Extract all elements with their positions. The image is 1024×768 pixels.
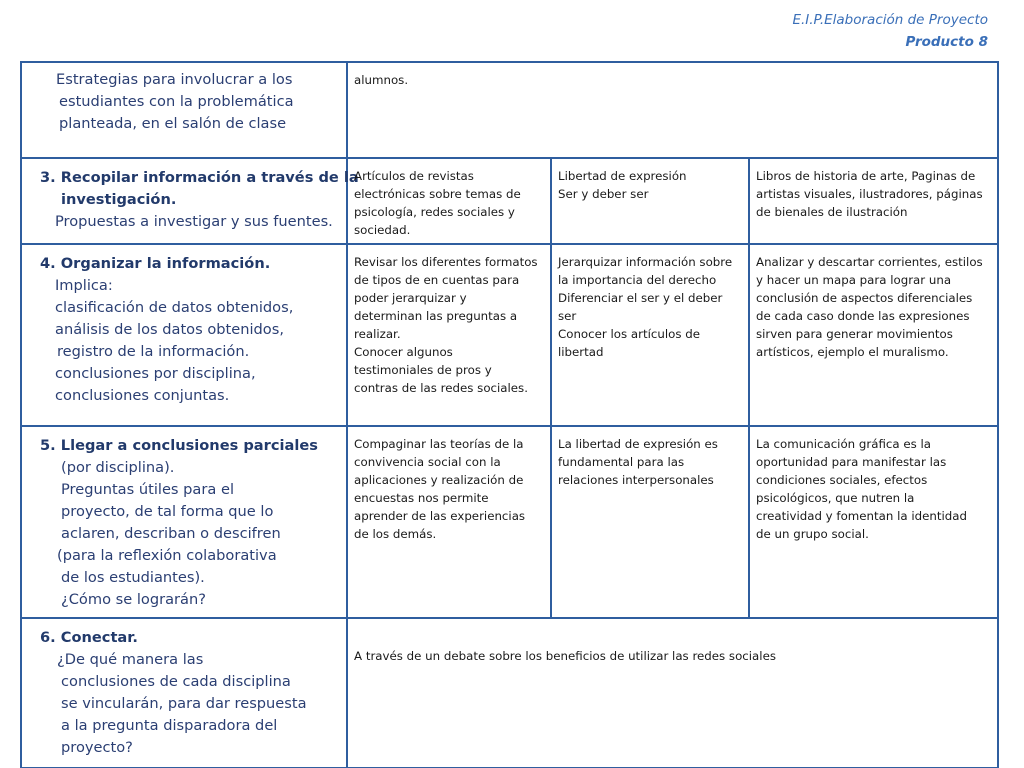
- content-line: Jerarquizar información sobre: [558, 255, 733, 269]
- step-5-text: Preguntas útiles para el: [61, 481, 234, 498]
- step-4-discipline-2: [551, 244, 749, 426]
- step-4-cell: [21, 244, 347, 426]
- content-line: de tipos de en cuentas para: [354, 273, 520, 287]
- content-line: A través de un debate sobre los beneficios de utilizar las redes sociales: [354, 649, 776, 663]
- content-line: relaciones interpersonales: [558, 473, 714, 487]
- content-line: libertad: [558, 345, 604, 359]
- content-line: de un grupo social.: [756, 527, 869, 541]
- project-plan-table: [20, 61, 999, 768]
- content-line: Revisar los diferentes formatos: [354, 255, 538, 269]
- step-6-text: a la pregunta disparadora del: [61, 717, 278, 734]
- content-line: encuestas nos permite: [354, 491, 489, 505]
- step-4-text: clasificación de datos obtenidos,: [55, 299, 294, 316]
- content-line: aprender de las experiencias: [354, 509, 526, 523]
- step-4-title: 4. Organizar la información.: [40, 255, 271, 272]
- content-line: condiciones sociales, efectos: [756, 473, 928, 487]
- step-5-discipline-3: [749, 426, 998, 618]
- document-header-subtitle: Producto 8: [905, 34, 988, 50]
- content-line: convivencia social con la: [354, 455, 501, 469]
- content-line: Artículos de revistas: [354, 169, 474, 183]
- content-line: psicológicos, que nutren la: [756, 491, 915, 505]
- content-line: sirven para generar movimientos: [756, 327, 953, 341]
- step-4-discipline-3: [749, 244, 998, 426]
- table-row: [21, 426, 998, 618]
- step-5-text: de los estudiantes).: [61, 569, 205, 586]
- content-line: artísticos, ejemplo el muralismo.: [756, 345, 949, 359]
- step-6-cell: [21, 618, 347, 768]
- step-4-text: conclusiones conjuntas.: [55, 387, 230, 404]
- content-line: realizar.: [354, 327, 401, 341]
- content-line: de los demás.: [354, 527, 437, 541]
- step-3-title: 3. Recopilar información a través de la: [40, 169, 359, 186]
- step-5-discipline-1: [347, 426, 551, 618]
- content-line: La libertad de expresión es: [558, 437, 718, 451]
- content-line: creatividad y fomentan la identidad: [756, 509, 967, 523]
- step-4-text: análisis de los datos obtenidos,: [55, 321, 284, 338]
- step-5-discipline-2: [551, 426, 749, 618]
- content-line: artistas visuales, ilustradores, páginas: [756, 187, 983, 201]
- table-row: [21, 618, 998, 768]
- step-5-cell: [21, 426, 347, 618]
- step-3-discipline-2: [551, 158, 749, 244]
- content-line: testimoniales de pros y: [354, 363, 492, 377]
- step-5-text: (para la reflexión colaborativa: [57, 547, 277, 564]
- content-line: la importancia del derecho: [558, 273, 717, 287]
- step-5-title: 5. Llegar a conclusiones parciales: [40, 437, 318, 454]
- strategy-content-cell: [347, 62, 998, 158]
- strategy-line: Estrategias para involucrar a los: [56, 71, 293, 88]
- strategy-cell: [21, 62, 347, 158]
- step-6-content-cell: [347, 618, 998, 768]
- step-3-title: investigación.: [61, 191, 177, 208]
- step-5-text: ¿Cómo se lograrán?: [61, 591, 206, 608]
- content-line: electrónicas sobre temas de: [354, 187, 521, 201]
- step-6-text: proyecto?: [61, 739, 133, 756]
- content-line: Ser y deber ser: [558, 187, 649, 201]
- step-4-text: Implica:: [55, 277, 113, 294]
- content-line: poder jerarquizar y: [354, 291, 467, 305]
- content-line: Conocer los artículos de: [558, 327, 700, 341]
- content-line: ser: [558, 309, 577, 323]
- step-3-discipline-1: [347, 158, 551, 244]
- table-row: [21, 158, 998, 244]
- content-line: y hacer un mapa para lograr una: [756, 273, 952, 287]
- step-6-title: 6. Conectar.: [40, 629, 138, 646]
- content-line: psicología, redes sociales y: [354, 205, 515, 219]
- content-line: La comunicación gráfica es la: [756, 437, 932, 451]
- step-6-text: ¿De qué manera las: [57, 651, 204, 668]
- content-line: Analizar y descartar corrientes, estilos: [756, 255, 983, 269]
- content-line: contras de las redes sociales.: [354, 381, 528, 395]
- content-line: Conocer algunos: [354, 345, 453, 359]
- content-line: oportunidad para manifestar las: [756, 455, 947, 469]
- content-line: fundamental para las: [558, 455, 685, 469]
- strategy-line: planteada, en el salón de clase: [59, 115, 287, 132]
- content-line: conclusión de aspectos diferenciales: [756, 291, 973, 305]
- table-row: [21, 244, 998, 426]
- step-4-text: conclusiones por disciplina,: [55, 365, 256, 382]
- step-3-text: Propuestas a investigar y sus fuentes.: [55, 213, 333, 230]
- content-line: alumnos.: [354, 73, 409, 87]
- content-line: Diferenciar el ser y el deber: [558, 291, 723, 305]
- step-5-text: (por disciplina).: [61, 459, 175, 476]
- step-4-discipline-1: [347, 244, 551, 426]
- content-line: Libertad de expresión: [558, 169, 687, 183]
- content-line: sociedad.: [354, 223, 411, 237]
- strategy-line: estudiantes con la problemática: [59, 93, 294, 110]
- content-line: de cada caso donde las expresiones: [756, 309, 970, 323]
- step-3-cell: [21, 158, 359, 244]
- content-line: determinan las preguntas a: [354, 309, 518, 323]
- step-4-text: registro de la información.: [57, 343, 250, 360]
- step-6-text: se vincularán, para dar respuesta: [61, 695, 307, 712]
- content-line: Libros de historia de arte, Paginas de: [756, 169, 976, 183]
- step-6-text: conclusiones de cada disciplina: [61, 673, 291, 690]
- content-line: de bienales de ilustración: [756, 205, 908, 219]
- content-line: Compaginar las teorías de la: [354, 437, 524, 451]
- content-line: aplicaciones y realización de: [354, 473, 524, 487]
- step-5-text: aclaren, describan o descifren: [61, 525, 281, 542]
- step-5-text: proyecto, de tal forma que lo: [61, 503, 274, 520]
- document-header-title: E.I.P.Elaboración de Proyecto: [792, 12, 988, 28]
- step-3-discipline-3: [749, 158, 998, 244]
- table-row: [21, 62, 998, 158]
